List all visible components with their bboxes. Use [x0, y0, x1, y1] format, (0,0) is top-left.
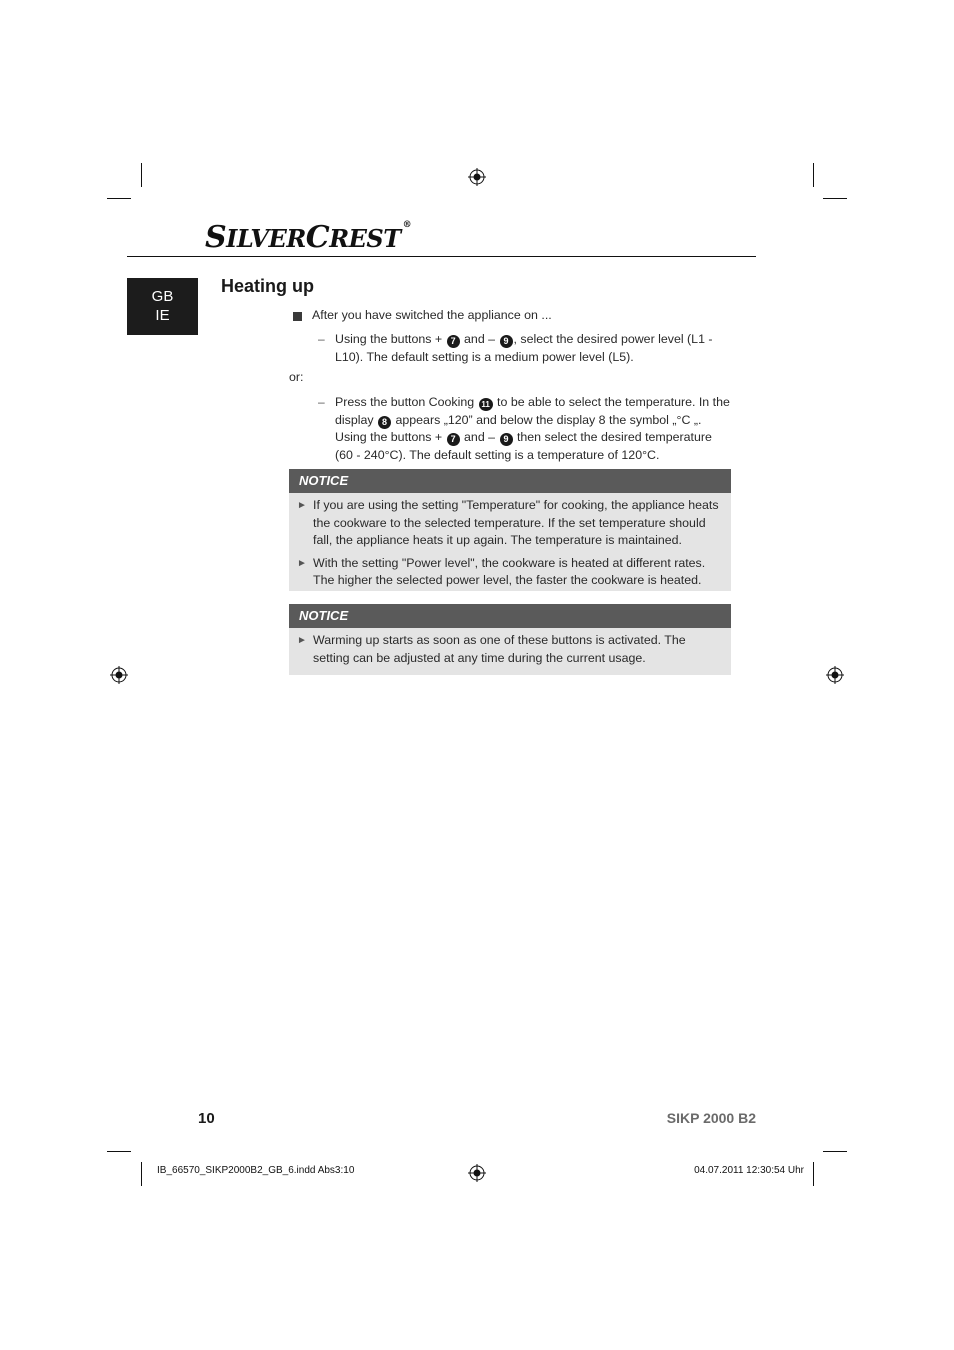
button-number-icon: 8 — [378, 416, 391, 429]
or-label: or: — [289, 370, 304, 384]
registration-mark-icon — [468, 168, 486, 186]
intro-text: After you have switched the appliance on ... — [312, 308, 552, 322]
notice-item: ► If you are using the setting "Temperature" for cooking, the appliance heats the cookware to the selected temperature. If the set temperature should fall, the appliance heats it up again. The temperature is maintained. — [297, 498, 719, 547]
section-title: Heating up — [221, 276, 314, 296]
crop-mark — [813, 1162, 814, 1186]
button-number-icon: 9 — [500, 335, 513, 348]
registration-mark-icon — [468, 1164, 486, 1182]
crop-mark — [823, 1151, 847, 1152]
crop-mark — [141, 163, 142, 187]
dash-bullet-icon: – — [318, 395, 325, 409]
crop-mark — [141, 1162, 142, 1186]
registration-mark-icon — [110, 666, 128, 684]
notice-item: ► With the setting "Power level", the cookware is heated at different rates. The higher the selected power level, the faster the cookware is heated. — [297, 555, 706, 587]
crop-mark — [823, 198, 847, 199]
notice-item: ► Warming up starts as soon as one of these buttons is activated. The setting can be adjusted at any time during the current usage. — [297, 633, 686, 665]
step-power-level: Using the buttons + 7 and – 9 , select the desired power level (L1 - L10). The default setting is a medium power level (L5). — [335, 332, 713, 364]
notice-heading: NOTICE — [289, 469, 731, 493]
language-code: GB — [151, 288, 174, 305]
language-code: IE — [155, 307, 170, 324]
language-tab — [127, 278, 198, 335]
arrow-bullet-icon: ► — [297, 635, 307, 646]
dash-bullet-icon: – — [318, 332, 325, 346]
crop-mark — [107, 198, 131, 199]
registration-mark-icon — [826, 666, 844, 684]
square-bullet-icon — [293, 312, 302, 321]
silvercrest-logo: SILVERCREST ® — [205, 220, 412, 255]
button-number-icon: 11 — [479, 398, 493, 411]
button-number-icon: 7 — [447, 335, 460, 348]
arrow-bullet-icon: ► — [297, 557, 307, 569]
header-rule — [127, 256, 756, 257]
page-number: 10 — [198, 1110, 215, 1127]
notice-box — [289, 469, 731, 591]
date-slug: 04.07.2011 12:30:54 Uhr — [694, 1165, 804, 1176]
step-temperature: Press the button Cooking 11 to be able to select the temperature. In the display 8 appears „120” and below the display 8 the symbol „°C „. Using the buttons + 7 and – 9 then select the desired temperature (60 - 240°C). The default setting is a temperature of 120°C. — [335, 395, 730, 462]
arrow-bullet-icon: ► — [297, 500, 307, 511]
crop-mark — [813, 163, 814, 187]
button-number-icon: 7 — [447, 433, 460, 446]
model-name: SIKP 2000 B2 — [666, 1110, 756, 1126]
notice-box — [289, 604, 731, 675]
button-number-icon: 9 — [500, 433, 513, 446]
crop-mark — [107, 1151, 131, 1152]
notice-heading: NOTICE — [289, 604, 731, 628]
file-slug: IB_66570_SIKP2000B2_GB_6.indd Abs3:10 — [157, 1165, 355, 1176]
